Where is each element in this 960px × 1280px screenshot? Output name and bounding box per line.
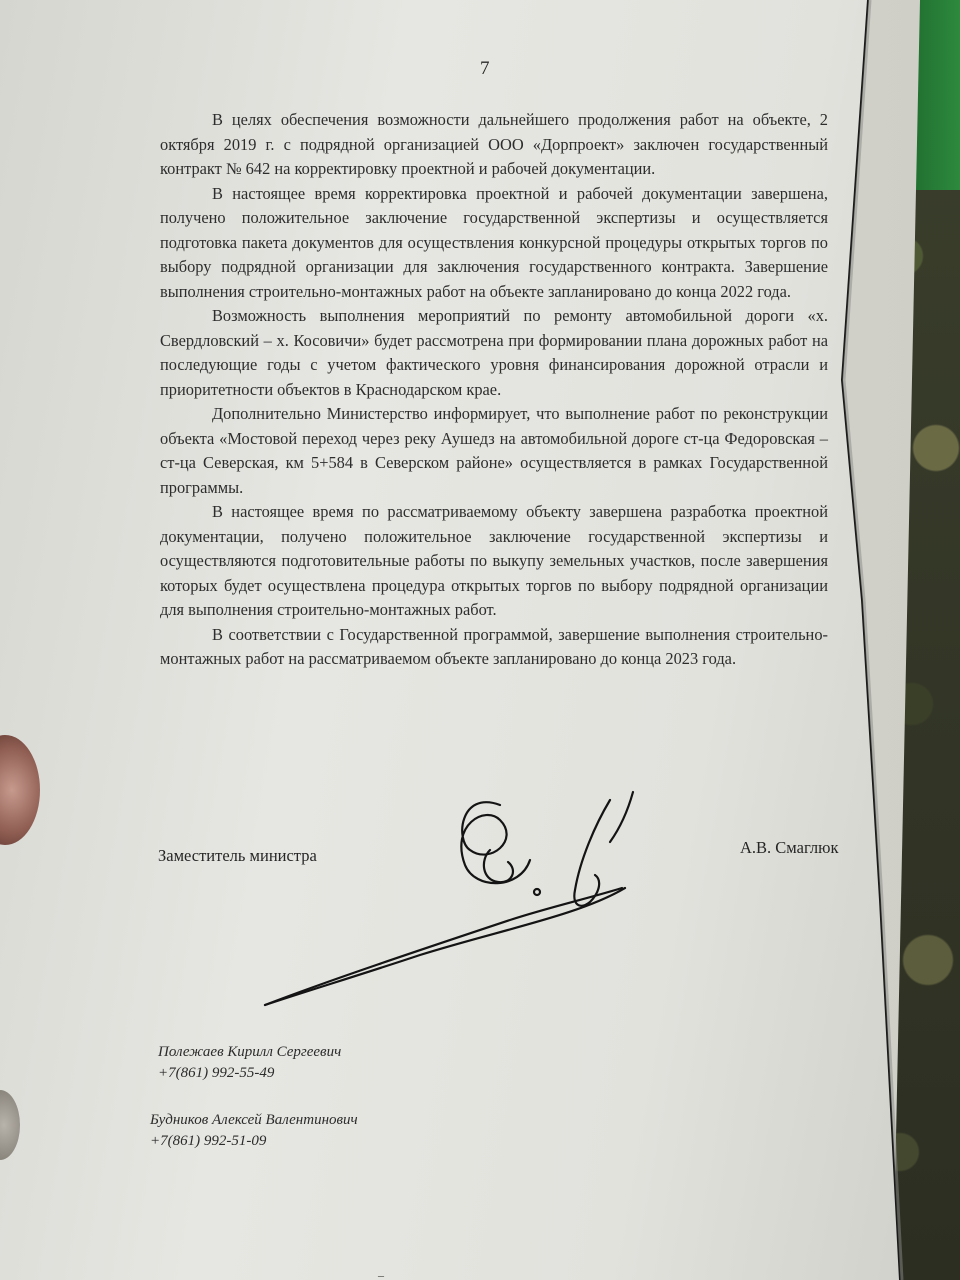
paragraph-documentation-status: В настоящее время корректировка проектной и рабочей документации завершена, получено положительное заключение государственной экспертизы и осуществляется подготовка пакета документов для осуществления конкурсной процедуры открытых торгов по выбору подрядной организации для заключения государственного контракта. Завершение выполнения строительно-монтажных работ на объекте запланировано до конца 2022 года. [160, 183, 828, 301]
letter-body [160, 108, 828, 672]
contact-name: Будников Алексей Валентинович [150, 1112, 358, 1128]
paragraph-road-repair: Возможность выполнения мероприятий по ремонту автомобильной дороги «х. Свердловский – х. Косовичи» будет рассмотрена при формировании плана дорожных работ на последующие годы с учетом фактического уровня финансирования дорожной отрасли и приоритетности объектов в Краснодарском крае. [160, 306, 828, 399]
contact-phone: +7(861) 992-55-49 [158, 1065, 275, 1081]
page-number: 7 [480, 58, 490, 79]
handwritten-signature [250, 780, 670, 1010]
contact-budnikov [150, 1110, 358, 1152]
contact-polezhaev [158, 1042, 341, 1084]
paragraph-contract: В целях обеспечения возможности дальнейшего продолжения работ на объекте, 2 октября 2019 г. с подрядной организацией ООО «Дорпроект» заключен государственный контракт № 642 на корректировку проектной и рабочей документации. [160, 110, 828, 178]
paragraph-bridge-status: В настоящее время по рассматриваемому объекту завершена разработка проектной документации, получено положительное заключение государственной экспертизы и осуществляются подготовительные работы по выкупу земельных участков, после завершения которых будет осуществлена процедура открытых торгов по выбору подрядной организации для выполнения строительно-монтажных работ. [160, 502, 828, 619]
signatory-title: Заместитель министра [158, 846, 317, 865]
contact-phone: +7(861) 992-51-09 [150, 1133, 267, 1149]
contact-name: Полежаев Кирилл Сергеевич [158, 1044, 342, 1060]
page-fold-edge [820, 0, 910, 1280]
bottom-punch-mark: – [378, 1268, 384, 1280]
signatory-name: А.В. Смаглюк [740, 838, 839, 857]
paragraph-completion-date: В соответствии с Государственной программой, завершение выполнения строительно-монтажных работ на рассматриваемом объекте запланировано до конца 2023 года. [160, 624, 828, 668]
paragraph-bridge-reconstruction: Дополнительно Министерство информирует, что выполнение работ по реконструкции объекта «Мостовой переход через реку Аушедз на автомобильной дороге ст-ца Федоровская – ст-ца Северская, км 5+584 в Северском районе» осуществляется в рамках Государственной программы. [160, 404, 828, 497]
